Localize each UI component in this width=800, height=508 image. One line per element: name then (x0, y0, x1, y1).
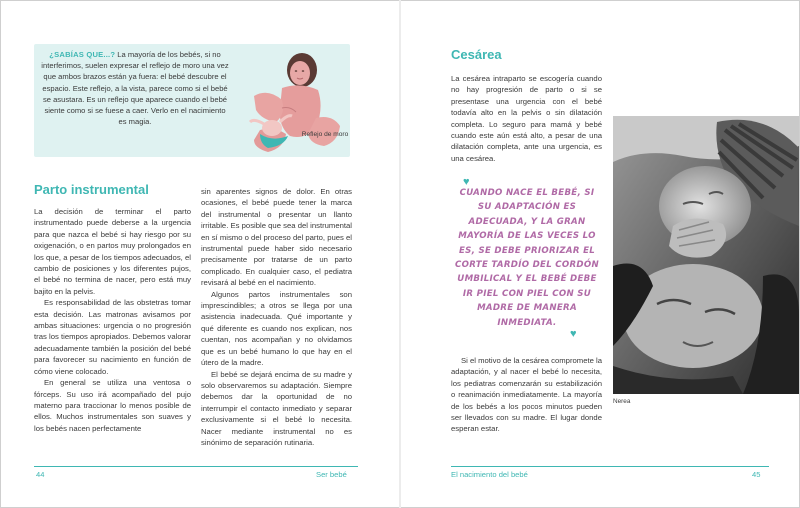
section-heading-parto-instrumental: Parto instrumental (34, 182, 149, 197)
callout-body: La mayoría de los bebés, si no interferimos, suelen expresar el reflejo de moro una vez que ambos brazos están ya fuera: el bebé descubre el espacio. Este reflejo, a la vista, parece como si el bebé se asustara. Es un reflejo que aparece cuando el bebé siente como si se fuese a caer. Verlo en el nacimiento es magia. (41, 50, 229, 127)
paragraph: La cesárea intraparto se escogería cuando no hay progresión de parto o si se presentase una urgencia con el bebé todavía alto en la pelvis o sin dilatación completa. Lo seguro para mamá y bebé cuando este aún está alto, a pesar de una dilatación completa, ante una urgencia, es una cesárea. (451, 74, 602, 163)
left-column-2 (201, 186, 352, 448)
photo-caption: Nerea (613, 398, 631, 405)
pull-quote: CUANDO NACE EL BEBÉ, SI SU ADAPTACIÓN ES ADECUADA, Y LA GRAN MAYORÍA DE LAS VECES LO ES, SE DEBE PRIORIZAR EL CORTE TARDÍO DEL CORDÓN UMBILICAL Y EL BEBÉ DEBE IR PIEL CON PIEL CON SU MADRE DE MANERA INMEDIATA. (455, 188, 599, 328)
heart-icon: ♥ (570, 328, 577, 340)
paragraph: El bebé se dejará encima de su madre y solo observaremos su adaptación. Siempre debemos dar la oportunidad de no interrumpir el contacto inmediato y separar exclusivamente si el bebé lo necesita. Nacer mediante instrumental no es sinónimo de separación rutinaria. (201, 369, 352, 447)
paragraph: sin aparentes signos de dolor. En otras ocasiones, el bebé puede tener la marca del instrumental o presentar un llanto irritable. Es posible que sea del instrumental en sí mismo o del proceso del parto, pues el instrumental puede haber sido necesario precisamente por tratarse de un parto complicado. En cualquier caso, el pediatra revisará al bebé en el nacimiento. (201, 187, 352, 288)
illustration-caption: Reflejo de moro (301, 131, 349, 138)
paragraph: Algunos partos instrumentales son imprescindibles; a otros se llega por una asistencia inadecuada. Qué importante y qué diferente es cuando nos explican, nos cuentan, nos acompañan y no olvidamos que es un bebé humano lo que hay en el útero de la madre. (201, 289, 352, 368)
footer-rule-left (34, 466, 358, 467)
paragraph: En general se utiliza una ventosa o fórceps. Su uso irá acompañado del pujo materno para traccionar lo menos posible de ellos. Muchos instrumentales son suaves y los bebés nacen perfectamente (34, 378, 191, 433)
birth-illustration (224, 48, 346, 156)
page-number-right: 45 (752, 470, 761, 479)
right-column-intro (451, 73, 602, 164)
paragraph: Si el motivo de la cesárea compromete la adaptación, y al nacer el bebé lo necesita, los pediatras comenzarán su estabilización o reanimación inmediatamente. La mayoría de los bebés a los pocos minutos pueden ser llevados con su madre. El lugar donde esperan estar. (451, 356, 603, 434)
running-title-right: El nacimiento del bebé (451, 470, 528, 479)
page-gutter (399, 0, 401, 508)
left-column-1 (34, 206, 191, 434)
newborn-photo (613, 116, 799, 394)
did-you-know-box (34, 44, 350, 157)
right-column-continuation (451, 355, 602, 435)
footer-rule-right (451, 466, 769, 467)
page-number-left: 44 (36, 470, 45, 479)
callout-lead: ¿SABÍAS QUE...? (49, 50, 116, 59)
paragraph: Es responsabilidad de las obstetras tomar esta decisión. Las matronas avisamos por ambas situaciones: urgencia o no progresión tras los tiempos apropiados. Debemos valorar adecuadamente también la posición del bebé para favorecer su nacimiento en función de cómo viene colocado. (34, 298, 191, 376)
running-title-left: Ser bebé (316, 470, 347, 479)
paragraph: La decisión de terminar el parto instrumentado puede deberse a la urgencia para que nazca el bebé si hay riesgo por su oxigenación, o en partos muy prolongados en los que, a pesar de los tiempos adecuados, el cambio de posiciones y los diferentes pujos, el bebé no termina de nacer, pero está muy bajito en la pelvis. (34, 207, 191, 296)
callout-text (40, 49, 230, 127)
section-heading-cesarea: Cesárea (451, 47, 502, 62)
heart-icon: ♥ (463, 176, 470, 188)
